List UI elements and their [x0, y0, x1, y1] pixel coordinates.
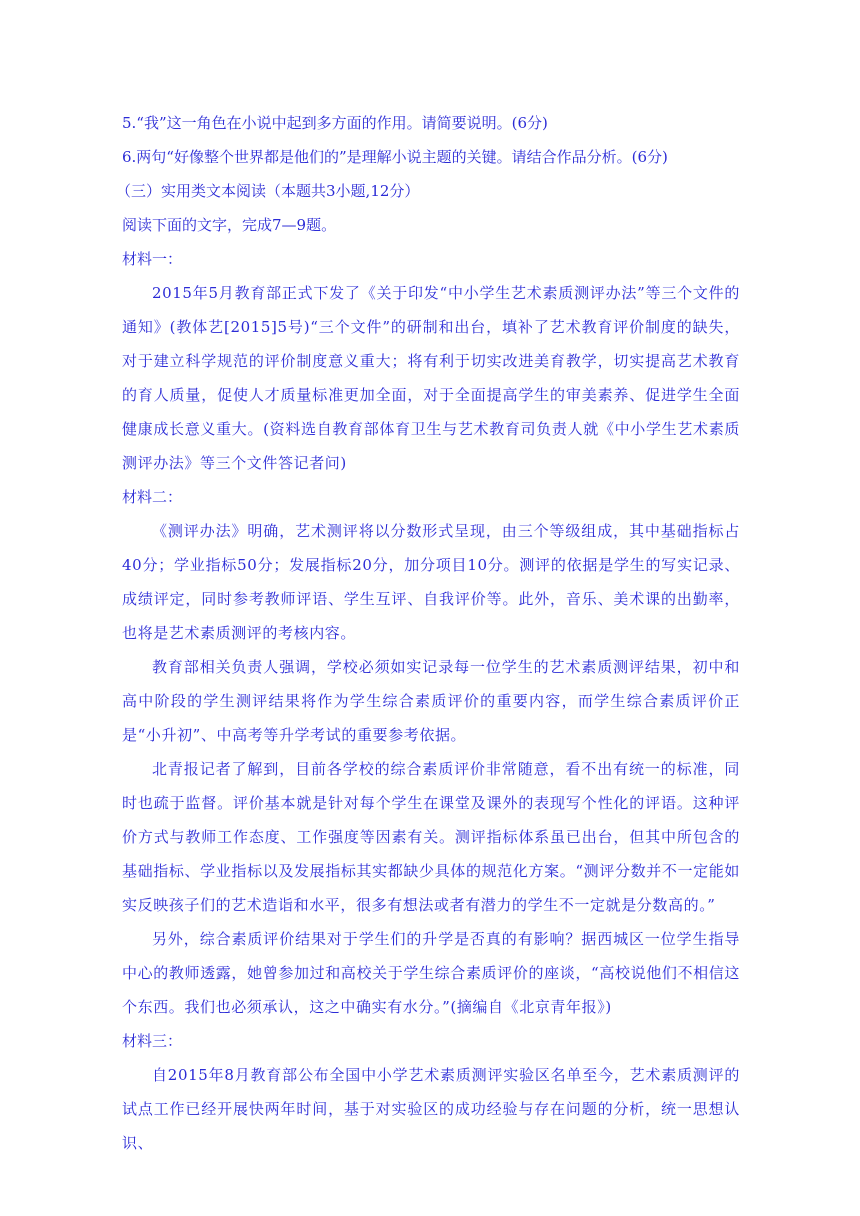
section-instruction: 阅读下面的文字，完成7—9题。 — [122, 216, 337, 234]
material-3-label: 材料三： — [122, 1032, 183, 1050]
document-page — [116, 106, 740, 1160]
question-6: 6.两句“好像整个世界都是他们的”是理解小说主题的关键。请结合作品分析。(6分) — [122, 148, 668, 166]
material-2-paragraph-1: 《测评办法》明确，艺术测评将以分数形式呈现，由三个等级组成，其中基础指标占40分；学业指标50分；发展指标20分，加分项目10分。测评的依据是学生的写实记录、成绩评定，同时参考教师评语、学生互评、自我评价等。此外，音乐、美术课的出勤率，也将是艺术素质测评的考核内容。 — [122, 522, 740, 642]
material-1-paragraph-1: 2015年5月教育部正式下发了《关于印发“中小学生艺术素质测评办法”等三个文件的通知》(教体艺[2015]5号)“三个文件”的研制和出台，填补了艺术教育评价制度的缺失，对于建立科学规范的评价制度意义重大；将有利于切实改进美育教学，切实提高艺术教育的育人质量，促使人才质量标准更加全面，对于全面提高学生的审美素养、促进学生全面健康成长意义重大。(资料选自教育部体育卫生与艺术教育司负责人就《中小学生艺术素质测评办法》等三个文件答记者问) — [122, 284, 740, 472]
material-2-paragraph-2: 教育部相关负责人强调，学校必须如实记录每一位学生的艺术素质测评结果，初中和高中阶段的学生测评结果将作为学生综合素质评价的重要内容，而学生综合素质评价正是“小升初”、中高考等升学考试的重要参考依据。 — [122, 658, 740, 744]
material-3-paragraph-1: 自2015年8月教育部公布全国中小学艺术素质测评实验区名单至今，艺术素质测评的试点工作已经开展快两年时间，基于对实验区的成功经验与存在问题的分析，统一思想认识、 — [122, 1066, 740, 1152]
material-1-label: 材料一： — [122, 250, 183, 268]
material-2-paragraph-3: 北青报记者了解到，目前各学校的综合素质评价非常随意，看不出有统一的标准，同时也疏于监督。评价基本就是针对每个学生在课堂及课外的表现写个性化的评语。这种评价方式与教师工作态度、工作强度等因素有关。测评指标体系虽已出台，但其中所包含的基础指标、学业指标以及发展指标其实都缺少具体的规范化方案。“测评分数并不一定能如实反映孩子们的艺术造诣和水平，很多有想法或者有潜力的学生不一定就是分数高的。” — [122, 760, 740, 914]
section-heading: （三）实用类文本阅读（本题共3小题,12分） — [116, 182, 420, 200]
material-2-label: 材料二： — [122, 488, 183, 506]
material-2-paragraph-4: 另外，综合素质评价结果对于学生们的升学是否真的有影响？据西城区一位学生指导中心的教师透露，她曾参加过和高校关于学生综合素质评价的座谈，“高校说他们不相信这个东西。我们也必须承认，这之中确实有水分。”(摘编自《北京青年报》) — [122, 930, 740, 1016]
question-5: 5.“我”这一角色在小说中起到多方面的作用。请简要说明。(6分) — [122, 114, 548, 132]
